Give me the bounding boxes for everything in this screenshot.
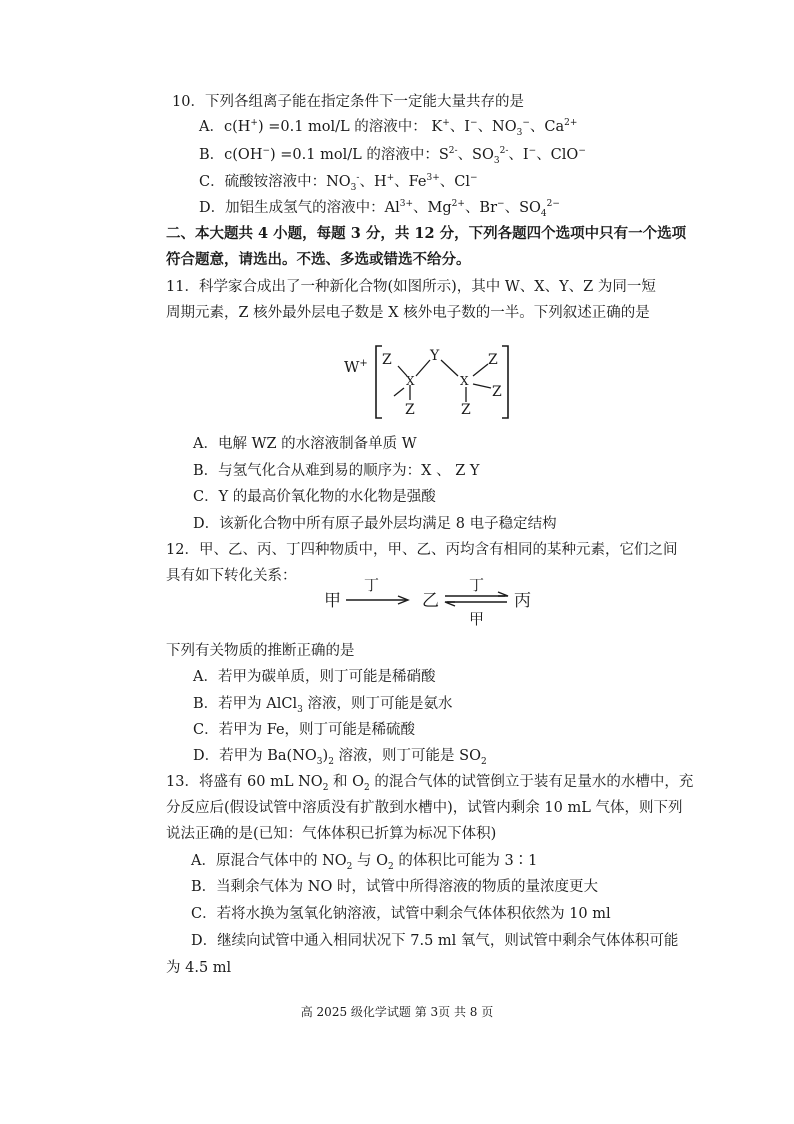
q13-option-c: C．若将水换为氢氧化钠溶液，试管中剩余气体体积依然为 10 ml <box>191 906 611 922</box>
scheme-ding-2: 丁 <box>469 576 485 594</box>
diagram-x-right: X <box>460 374 469 388</box>
q13-option-d-line2: 为 4.5 ml <box>166 960 232 976</box>
diagram-z-topleft: Z <box>382 352 392 368</box>
q11-option-d: D．该新化合物中所有原子最外层均满足 8 电子稳定结构 <box>193 516 557 532</box>
scheme-jia: 甲 <box>324 591 341 611</box>
q13-option-b: B．当剩余气体为 NO 时，试管中所得溶液的物质的量浓度更大 <box>191 879 598 895</box>
q11-option-b: B．与氢气化合从难到易的顺序为：X 、 Z Y <box>193 463 480 479</box>
q11-option-a: A．电解 WZ 的水溶液制备单质 W <box>193 436 417 452</box>
q10-stem: 10．下列各组离子能在指定条件下一定能大量共存的是 <box>172 94 524 110</box>
diagram-x-left: X <box>406 374 415 388</box>
q13-option-d-line1: D．继续向试管中通入相同状况下 7.5 ml 氧气，则试管中剩余气体体积可能 <box>191 933 679 949</box>
q11-structure-diagram <box>340 340 520 420</box>
q11-option-c: C．Y 的最高价氧化物的水化物是强酸 <box>193 489 436 505</box>
q11-stem-line1: 11．科学家合成出了一种新化合物(如图所示)，其中 W、X、Y、Z 为同一短 <box>166 279 656 295</box>
q10-option-c: C．硫酸铵溶液中：$NO_3^-$、H+、$Fe^{3+}$、Cl− <box>199 173 478 193</box>
scheme-ding-1: 丁 <box>364 576 380 594</box>
q12-option-c: C．若甲为 Fe，则丁可能是稀硫酸 <box>193 722 416 738</box>
q10-option-d: D．加铝生成氢气的溶液中：$Al^{3+}$、$Mg^{2+}$、Br−、$SO_4^{2-}$ <box>199 199 560 219</box>
q12-conversion-scheme <box>318 570 548 630</box>
q12-option-a: A．若甲为碳单质，则丁可能是稀硝酸 <box>193 669 436 685</box>
section2-heading-line2: 符合题意，请选出。不选、多选或错选不给分。 <box>166 251 471 268</box>
q12-stem-line1: 12．甲、乙、丙、丁四种物质中，甲、乙、丙均含有相同的某种元素，它们之间 <box>166 542 678 558</box>
diagram-z-bottomright: Z <box>461 402 471 418</box>
q13-option-a: A．原混合气体中的 $NO_2$ 与 $O_2$ 的体积比可能为 3∶1 <box>191 853 538 872</box>
diagram-y: Y <box>430 348 440 364</box>
section2-heading-line1: 二、本大题共 4 小题，每题 3 分，共 12 分，下列各题四个选项中只有一个选项 <box>166 225 687 242</box>
page-footer: 高 2025 级化学试题 第 3页 共 8 页 <box>300 1005 494 1019</box>
diagram-w: W+ <box>344 358 368 376</box>
q13-stem-line3: 说法正确的是(已知：气体体积已折算为标况下体积) <box>166 826 497 842</box>
q12-stem-line3: 下列有关物质的推断正确的是 <box>166 643 355 659</box>
q13-stem-line2: 分反应后(假设试管中溶质没有扩散到水槽中)，试管内剩余 10 mL 气体，则下列 <box>166 800 683 816</box>
scheme-bing: 丙 <box>514 591 531 611</box>
q12-option-d: D．若甲为 $Ba(NO_3)_2$ 溶液，则丁可能是 $SO_2$ <box>193 748 487 767</box>
diagram-z-bottomleft: Z <box>405 402 415 418</box>
bracket-right <box>502 346 508 418</box>
scheme-jia-2: 甲 <box>469 610 485 628</box>
q12-option-b: B．若甲为 AlCl$_3$ 溶液，则丁可能是氨水 <box>193 696 453 715</box>
q12-stem-line2: 具有如下转化关系： <box>166 568 297 584</box>
diagram-z-right: Z <box>492 384 502 400</box>
q13-stem-line1: 13．将盛有 60 mL $NO_2$ 和 $O_2$ 的混合气体的试管倒立于装有足量水的水槽中，充 <box>166 774 694 793</box>
q10-option-b: B．c(OH−) =0.1 mol/L 的溶液中：$S^{2-}$、$SO_3^{2-}$、I−、ClO− <box>199 146 586 166</box>
q11-stem-line2: 周期元素，Z 核外最外层电子数是 X 核外电子数的一半。下列叙述正确的是 <box>166 305 650 321</box>
scheme-yi: 乙 <box>422 591 439 611</box>
diagram-z-topright: Z <box>488 352 498 368</box>
q10-option-a: A．c(H+) =0.1 mol/L 的溶液中： K+、I−、$NO_3^-$、$Ca^{2+}$ <box>199 118 578 138</box>
